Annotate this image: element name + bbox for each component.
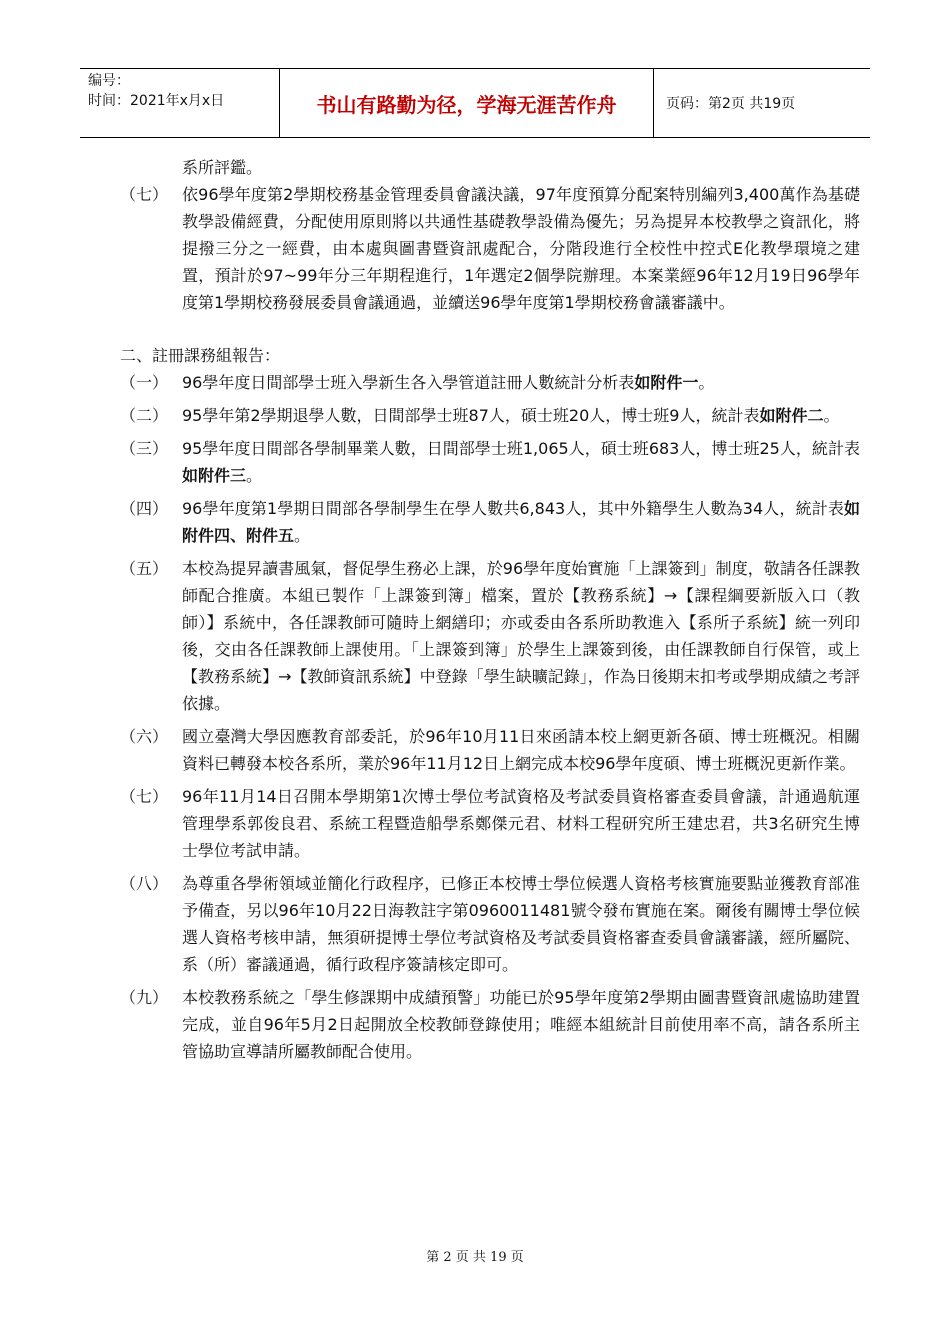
item-body: 為尊重各學術領域並簡化行政程序，已修正本校博士學位候選人資格考核實施要點並獲教育部准予備查，另以96年10月22日海教註字第0960011481號令發布實施在案。爾後有關博士學位候選人資格考核申請，無須研提博士學位考試資格及考試委員資格審查委員會議審議，經所屬院、系（所）審議通過，循行政程序簽請核定即可。 xyxy=(182,874,860,974)
item-body: 96學年度日間部學士班入學新生各入學管道註冊人數統計分析表 xyxy=(182,373,635,392)
item-number: （一） xyxy=(120,373,169,392)
item-number: （七） xyxy=(120,185,169,204)
item-text xyxy=(182,369,860,396)
item-number: （九） xyxy=(120,988,169,1007)
attachment-reference: 如附件四、附件五 xyxy=(182,499,860,545)
list-item xyxy=(120,723,860,777)
item-text xyxy=(182,555,860,717)
list-item xyxy=(120,495,860,549)
item-text xyxy=(182,495,860,549)
attachment-reference: 如附件二 xyxy=(759,406,824,425)
list-item xyxy=(120,181,860,316)
item-tail: 。 xyxy=(823,406,840,425)
item-tail: 。 xyxy=(294,526,311,545)
item-text: 依96學年度第2學期校務基金管理委員會議決議，97年度預算分配案特別編列3,400萬作為基礎教學設備經費，分配使用原則將以共通性基礎教學設備為優先；另為提昇本校教學之資訊化，將提撥三分之一經費，由本處與圖書暨資訊處配合，分階段進行全校性中控式E化教學環境之建置，預計於97~99年分三年期程進行，1年選定2個學院辦理。本案業經96年12月19日96學年度第1學期校務發展委員會議通過，並續送96學年度第1學期校務會議審議中。 xyxy=(182,185,860,312)
item-number: （七） xyxy=(120,787,169,806)
header-motto: 书山有路勤为径，学海无涯苦作舟 xyxy=(280,69,654,137)
item-tail: 。 xyxy=(246,466,263,485)
list-item xyxy=(120,435,860,489)
page-footer: 第 2 页 共 19 页 xyxy=(426,1250,524,1265)
document-time-label: 时间：2021年x月x日 xyxy=(88,93,225,109)
list-item xyxy=(120,369,860,396)
document-body xyxy=(0,154,950,1065)
header-page-indicator: 页码：第2页 共19页 xyxy=(666,96,796,112)
item-number: （五） xyxy=(120,559,169,578)
item-number: （四） xyxy=(120,499,169,518)
continuation-text: 系所評鑑。 xyxy=(182,158,263,177)
attachment-reference: 如附件一 xyxy=(634,373,699,392)
item-body: 96學年度第1學期日間部各學制學生在學人數共6,843人，其中外籍學生人數為34人，統計表 xyxy=(182,499,844,518)
item-body: 96年11月14日召開本學期第1次博士學位考試資格及考試委員資格審查委員會議，計通過航運管理學系郭俊良君、系統工程暨造船學系鄭傑元君、材料工程研究所王建忠君，共3名研究生博士學位考試申請。 xyxy=(182,787,860,860)
section-heading: 二、註冊課務組報告： xyxy=(120,346,281,365)
registration-report-list xyxy=(0,369,950,1065)
item-text xyxy=(182,402,860,429)
item-number: （二） xyxy=(120,406,169,425)
page-header xyxy=(80,68,870,138)
item-body: 本校為提昇讀書風氣，督促學生務必上課，於96學年度始實施「上課簽到」制度，敬請各任課教師配合推廣。本組已製作「上課簽到簿」檔案，置於【教務系統】→【課程綱要新版入口（教師）】系統中，各任課教師可隨時上網繕印；亦或委由各系所助教進入【系所子系統】統一列印後，交由各任課教師上課使用。「上課簽到簿」於學生上課簽到後，由任課教師自行保管，或上【教務系統】→【教師資訊系統】中登錄「學生缺曠記錄」，作為日後期末扣考或學期成績之考評依據。 xyxy=(182,559,860,713)
item-text xyxy=(182,783,860,864)
item-number: （六） xyxy=(120,727,169,746)
item-body: 本校教務系統之「學生修課期中成績預警」功能已於95學年度第2學期由圖書暨資訊處協助建置完成，並自96年5月2日起開放全校教師登錄使用；唯經本組統計目前使用率不高，請各系所主管協助宣導請所屬教師配合使用。 xyxy=(182,988,860,1061)
list-item xyxy=(120,783,860,864)
list-item xyxy=(120,984,860,1065)
item-number: （三） xyxy=(120,439,169,458)
item-body: 95學年第2學期退學人數，日間部學士班87人，碩士班20人，博士班9人，統計表 xyxy=(182,406,760,425)
header-meta xyxy=(80,69,280,137)
list-item xyxy=(120,555,860,717)
item-number: （八） xyxy=(120,874,169,893)
item-text xyxy=(182,435,860,489)
item-text xyxy=(182,984,860,1065)
item-text xyxy=(182,870,860,978)
document-number-label: 编号： xyxy=(88,73,130,89)
item-body: 95學年度日間部各學制畢業人數，日間部學士班1,065人，碩士班683人，博士班25人，統計表 xyxy=(182,439,860,458)
list-item xyxy=(120,870,860,978)
list-item xyxy=(120,402,860,429)
item-text xyxy=(182,723,860,777)
item-tail: 。 xyxy=(698,373,715,392)
item-body: 國立臺灣大學因應教育部委託，於96年10月11日來函請本校上網更新各碩、博士班概況。相關資料已轉發本校各系所，業於96年11月12日上網完成本校96學年度碩、博士班概況更新作業。 xyxy=(182,727,860,773)
attachment-reference: 如附件三 xyxy=(182,466,247,485)
